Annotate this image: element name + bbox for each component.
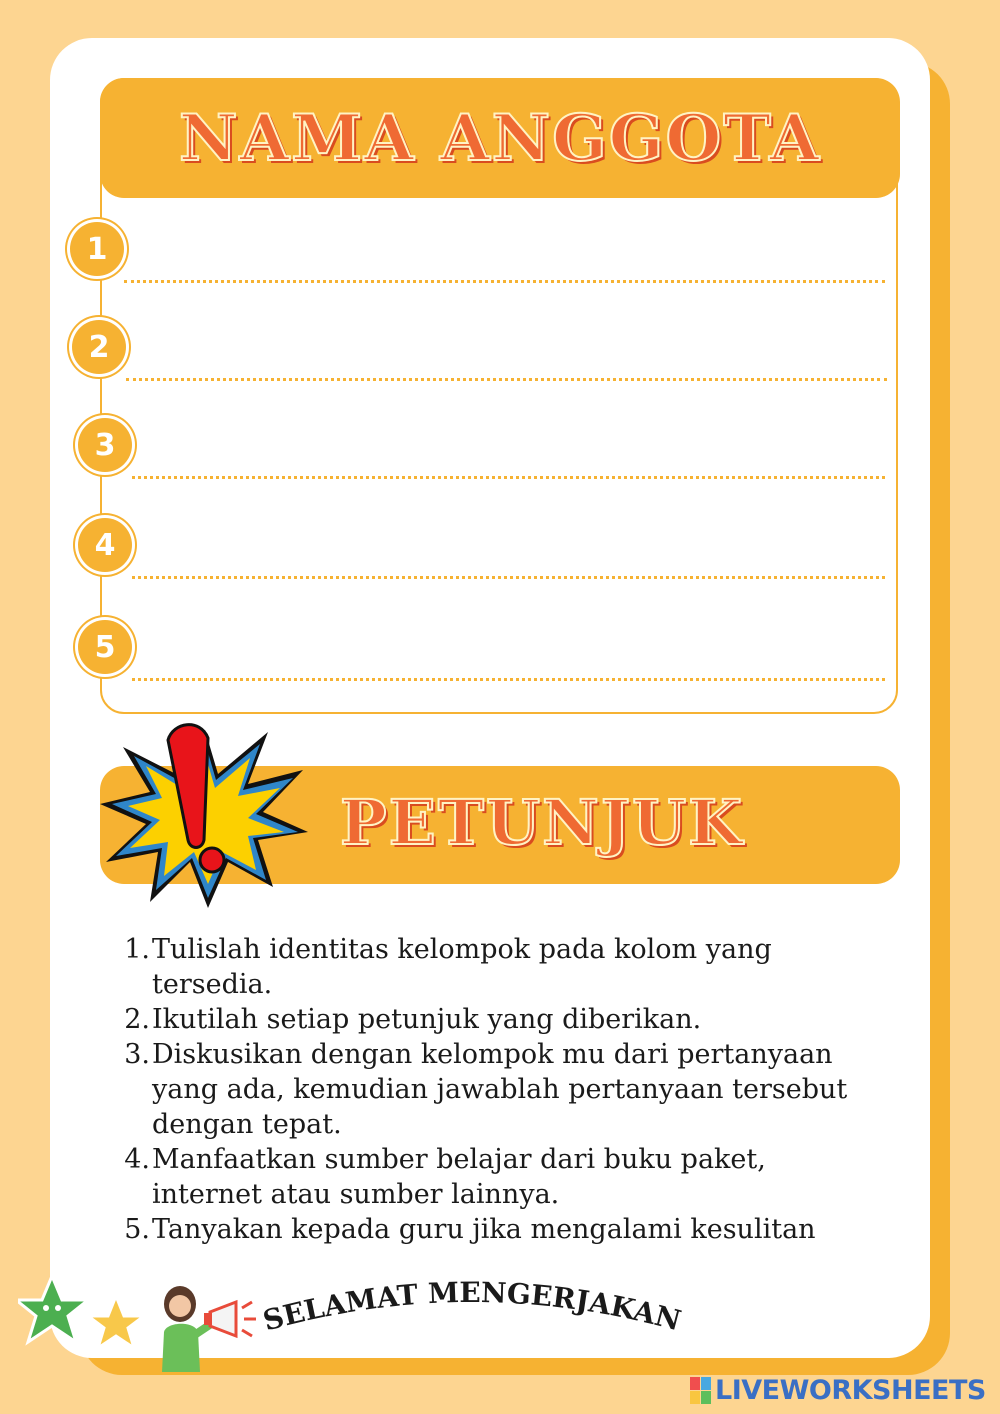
member-number-badge: 1 [70,222,124,276]
member-number-badge: 3 [78,418,132,472]
member-number-badge: 4 [78,518,132,572]
member-row-2[interactable] [72,320,887,390]
list-item [120,1212,880,1247]
member-number-badge: 5 [78,620,132,674]
list-item [120,1002,880,1037]
list-item-text: Diskusikan dengan kelompok mu dari pertanyaan yang ada, kemudian jawablah pertanyaan tersebut dengan tepat. [152,1039,848,1140]
list-item-number: 1. [124,934,150,965]
list-item [120,1037,880,1142]
list-item-number: 5. [124,1214,150,1245]
list-item-text: Manfaatkan sumber belajar dari buku paket, internet atau sumber lainnya. [152,1144,766,1210]
exclamation-burst-icon [98,712,312,914]
list-item-number: 3. [124,1039,150,1070]
list-item-text: Tanyakan kepada guru jika mengalami kesulitan [152,1214,816,1245]
list-item [120,932,880,1002]
member-row-3[interactable] [78,418,885,488]
member-name-line[interactable] [124,280,885,283]
closing-text: SELAMAT MENGERJAKAN [259,1275,685,1338]
member-name-line[interactable] [132,476,885,479]
member-number-badge: 2 [72,320,126,374]
liveworksheets-brand [690,1374,986,1406]
star-icon [18,1274,148,1354]
liveworksheets-logo-icon [690,1377,711,1404]
member-name-line[interactable] [132,576,885,579]
list-item [120,1142,880,1212]
list-item-number: 4. [124,1144,150,1175]
member-row-1[interactable] [70,222,885,292]
closing-message [252,1262,692,1352]
member-row-5[interactable] [78,620,885,690]
instructions-list [120,932,880,1247]
list-item-text: Ikutilah setiap petunjuk yang diberikan. [152,1004,702,1035]
member-name-line[interactable] [126,378,887,381]
brand-text: LIVEWORKSHEETS [715,1374,986,1406]
member-row-4[interactable] [78,518,885,588]
list-item-text: Tulislah identitas kelompok pada kolom yang tersedia. [152,934,772,1000]
members-title: NAMA ANGGOTA [179,100,821,176]
girl-megaphone-icon [152,1282,262,1372]
member-name-line[interactable] [132,678,885,681]
instructions-title: PETUNJUK [340,786,745,859]
list-item-number: 2. [124,1004,150,1035]
members-header [100,78,900,198]
